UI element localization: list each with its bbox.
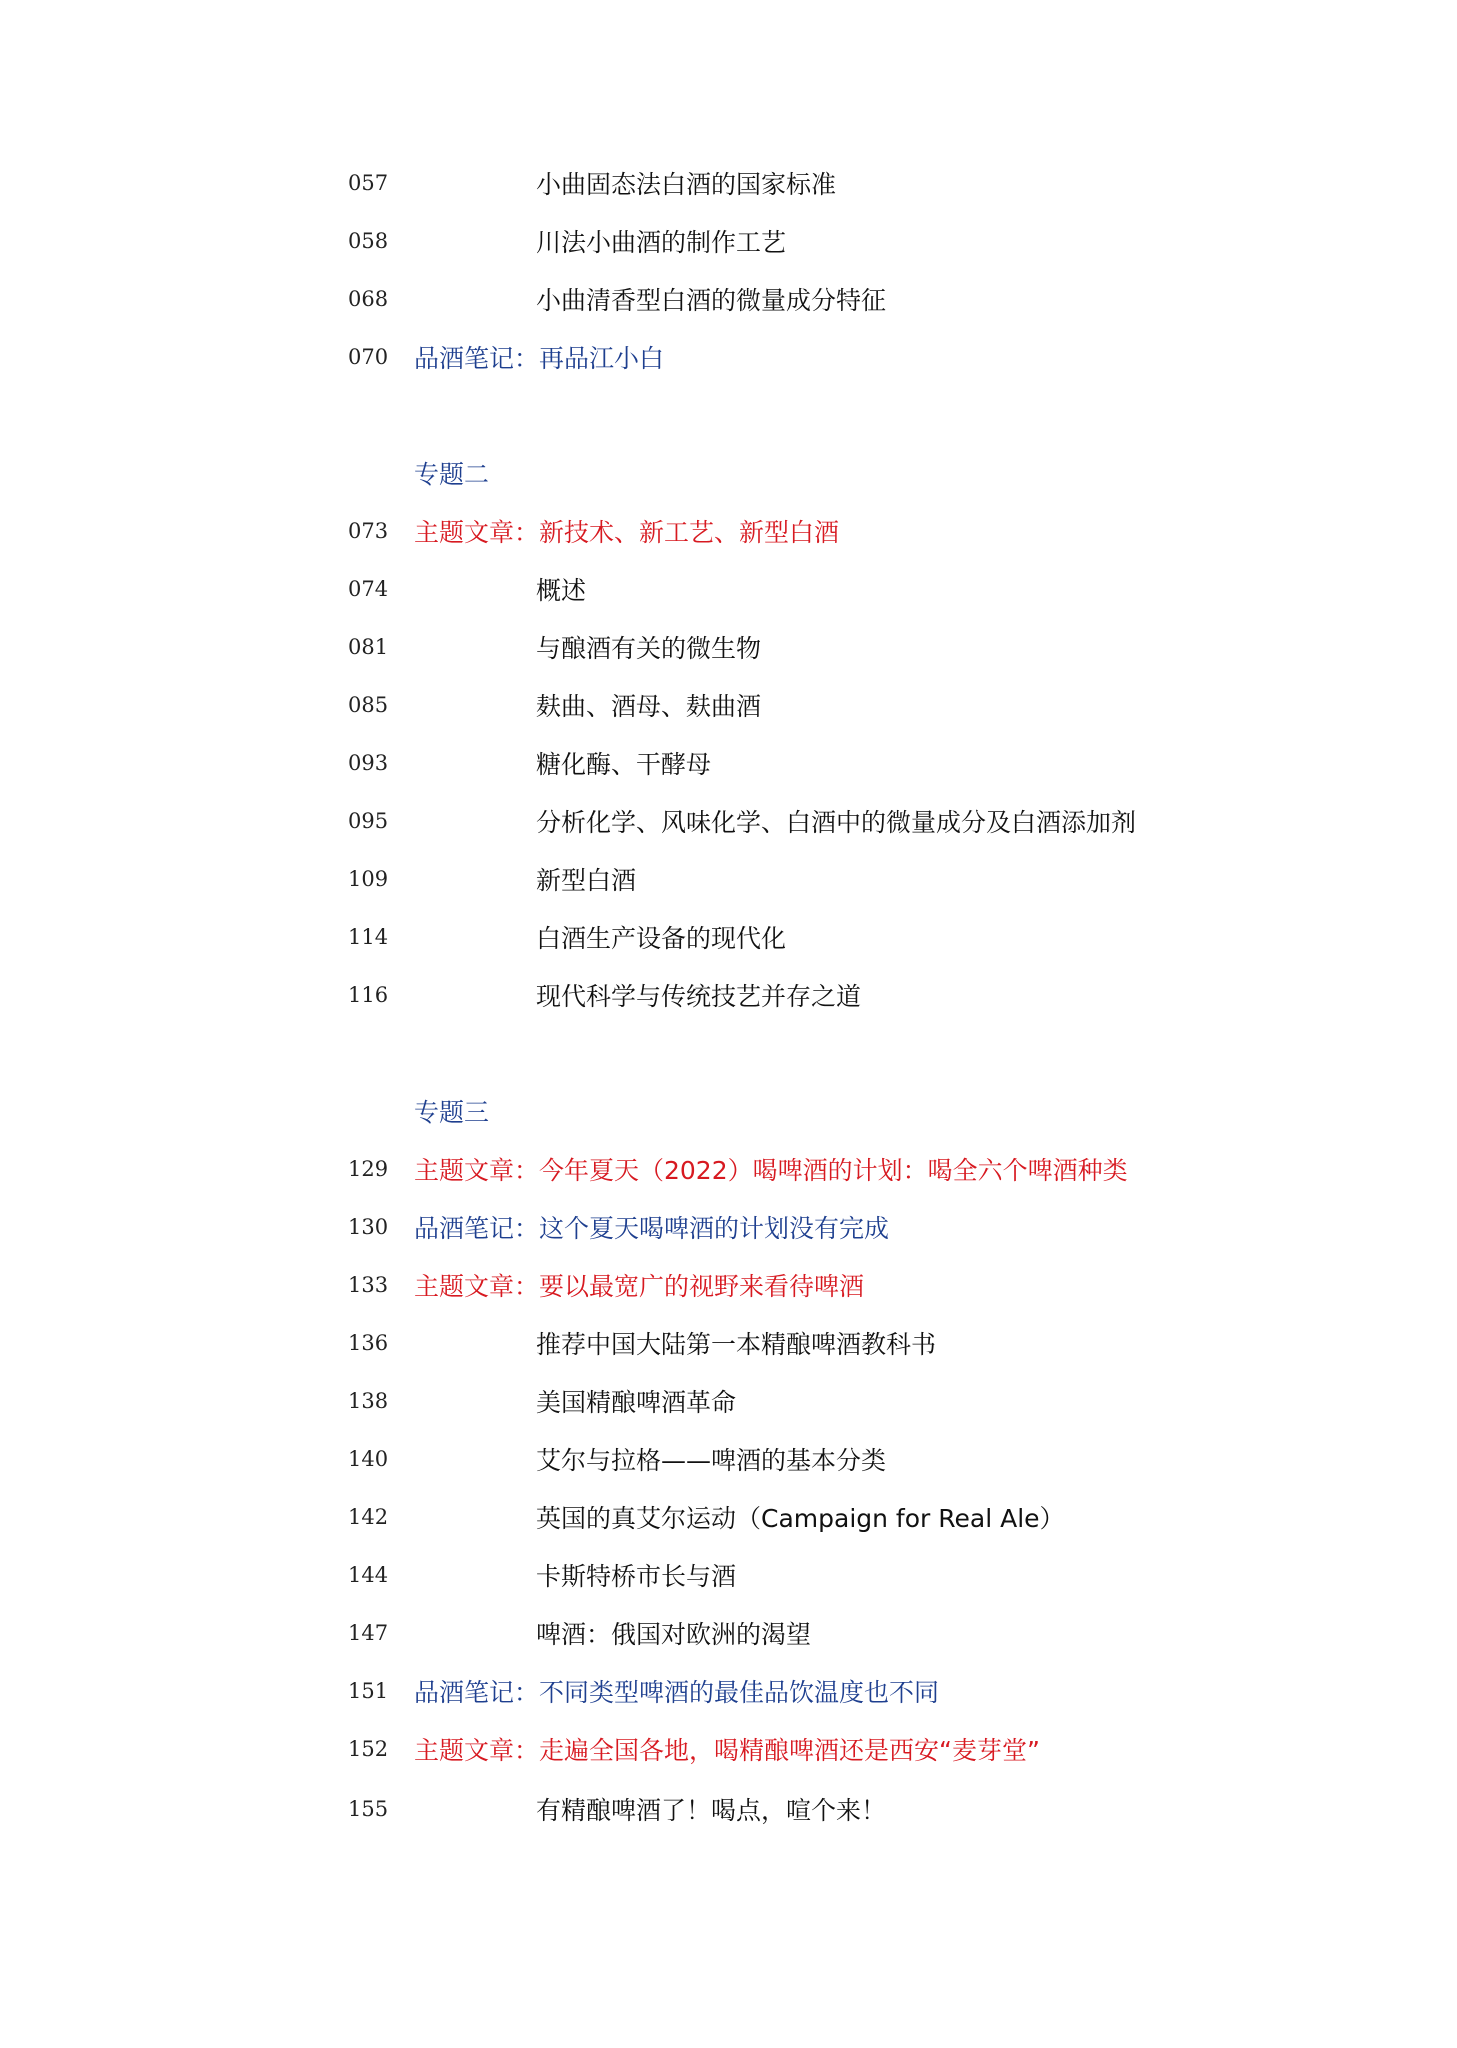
entry-title: 品酒笔记：再品江小白 bbox=[414, 344, 665, 373]
entry-title: 白酒生产设备的现代化 bbox=[536, 924, 787, 953]
page-number: 140 bbox=[348, 1447, 389, 1471]
toc-entry[interactable] bbox=[0, 1794, 1457, 1838]
entry-title: 小曲固态法白酒的国家标准 bbox=[536, 170, 837, 199]
toc-entry[interactable] bbox=[0, 1560, 1457, 1604]
page-number: 138 bbox=[348, 1389, 389, 1413]
toc-entry[interactable] bbox=[0, 980, 1457, 1024]
toc-entry[interactable] bbox=[0, 1386, 1457, 1430]
toc-entry[interactable] bbox=[0, 1328, 1457, 1372]
page-number: 058 bbox=[348, 229, 389, 253]
toc-entry[interactable] bbox=[0, 574, 1457, 618]
section-heading: 专题三 bbox=[414, 1098, 490, 1127]
entry-title: 新型白酒 bbox=[536, 866, 637, 895]
entry-title: 啤酒：俄国对欧洲的渴望 bbox=[536, 1620, 812, 1649]
page-number: 151 bbox=[348, 1679, 389, 1703]
toc-entry[interactable] bbox=[0, 748, 1457, 792]
entry-title: 有精酿啤酒了！喝点，喧个来！ bbox=[536, 1796, 887, 1825]
page-number: 057 bbox=[348, 171, 389, 195]
entry-title: 主题文章：走遍全国各地，喝精酿啤酒还是西安“麦芽堂” bbox=[414, 1736, 1040, 1765]
page-number: 073 bbox=[348, 519, 389, 543]
entry-title: 卡斯特桥市长与酒 bbox=[536, 1562, 737, 1591]
page-number: 081 bbox=[348, 635, 389, 659]
entry-title: 现代科学与传统技艺并存之道 bbox=[536, 982, 862, 1011]
page-number: 093 bbox=[348, 751, 389, 775]
page-number: 152 bbox=[348, 1737, 389, 1761]
entry-title: 主题文章：要以最宽广的视野来看待啤酒 bbox=[414, 1272, 865, 1301]
page-number: 068 bbox=[348, 287, 389, 311]
entry-title: 英国的真艾尔运动（Campaign for Real Ale） bbox=[536, 1504, 1065, 1533]
page-number: 095 bbox=[348, 809, 389, 833]
toc-entry[interactable] bbox=[0, 284, 1457, 328]
toc-entry[interactable] bbox=[0, 864, 1457, 908]
entry-title: 主题文章：今年夏天（2022）喝啤酒的计划：喝全六个啤酒种类 bbox=[414, 1156, 1128, 1185]
page-number: 085 bbox=[348, 693, 389, 717]
page-number: 114 bbox=[348, 925, 389, 949]
entry-title: 推荐中国大陆第一本精酿啤酒教科书 bbox=[536, 1330, 937, 1359]
toc-entry[interactable] bbox=[0, 1502, 1457, 1546]
page-number: 144 bbox=[348, 1563, 389, 1587]
page-number: 142 bbox=[348, 1505, 389, 1529]
entry-title: 川法小曲酒的制作工艺 bbox=[536, 228, 787, 257]
toc-entry[interactable] bbox=[0, 922, 1457, 966]
page-number: 109 bbox=[348, 867, 389, 891]
toc-entry[interactable] bbox=[0, 632, 1457, 676]
toc-entry[interactable] bbox=[0, 690, 1457, 734]
entry-title: 糖化酶、干酵母 bbox=[536, 750, 712, 779]
toc-entry[interactable] bbox=[0, 1618, 1457, 1662]
toc-entry[interactable] bbox=[0, 1212, 1457, 1256]
page-number: 130 bbox=[348, 1215, 389, 1239]
entry-title: 小曲清香型白酒的微量成分特征 bbox=[536, 286, 887, 315]
toc-entry[interactable] bbox=[0, 1270, 1457, 1314]
page-number: 136 bbox=[348, 1331, 389, 1355]
page-number: 129 bbox=[348, 1157, 389, 1181]
entry-title: 概述 bbox=[536, 576, 587, 605]
entry-title: 与酿酒有关的微生物 bbox=[536, 634, 762, 663]
toc-entry[interactable] bbox=[0, 1734, 1457, 1778]
page-number: 147 bbox=[348, 1621, 389, 1645]
entry-title: 品酒笔记：这个夏天喝啤酒的计划没有完成 bbox=[414, 1214, 890, 1243]
toc-entry[interactable] bbox=[0, 1154, 1457, 1198]
toc-entry[interactable] bbox=[0, 168, 1457, 212]
entry-title: 美国精酿啤酒革命 bbox=[536, 1388, 737, 1417]
section-heading: 专题二 bbox=[414, 460, 490, 489]
toc-entry[interactable] bbox=[0, 1676, 1457, 1720]
page-number: 116 bbox=[348, 983, 389, 1007]
toc-entry[interactable] bbox=[0, 342, 1457, 386]
page-number: 133 bbox=[348, 1273, 389, 1297]
toc-entry[interactable] bbox=[0, 516, 1457, 560]
toc-entry[interactable] bbox=[0, 806, 1457, 850]
entry-title: 品酒笔记：不同类型啤酒的最佳品饮温度也不同 bbox=[414, 1678, 940, 1707]
page-number: 074 bbox=[348, 577, 389, 601]
page-number: 155 bbox=[348, 1797, 389, 1821]
page-number: 070 bbox=[348, 345, 389, 369]
toc-entry[interactable] bbox=[0, 1444, 1457, 1488]
entry-title: 分析化学、风味化学、白酒中的微量成分及白酒添加剂 bbox=[536, 808, 1137, 837]
toc-entry[interactable] bbox=[0, 226, 1457, 270]
entry-title: 艾尔与拉格——啤酒的基本分类 bbox=[536, 1446, 887, 1475]
entry-title: 主题文章：新技术、新工艺、新型白酒 bbox=[414, 518, 840, 547]
entry-title: 麸曲、酒母、麸曲酒 bbox=[536, 692, 762, 721]
